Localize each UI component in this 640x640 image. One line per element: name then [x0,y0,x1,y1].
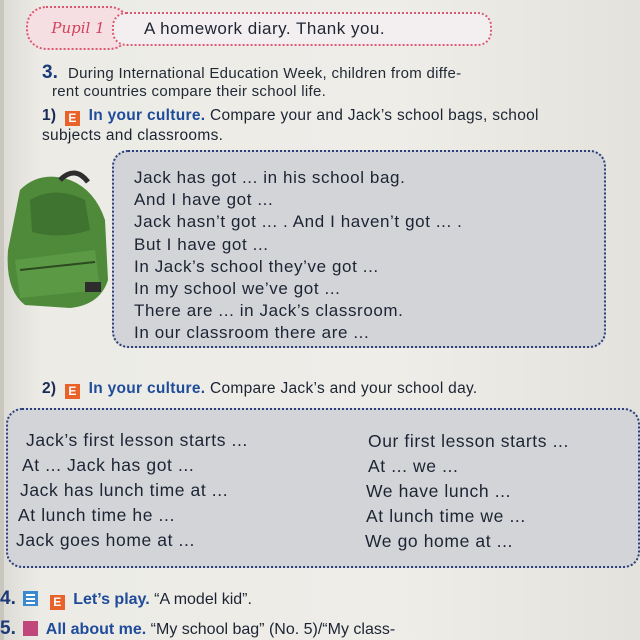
part-1-text: Compare your and Jack’s school bags, school subjects and classrooms. [42,107,539,144]
box2-right-line: We go home at ... [365,531,514,551]
box2-left-line: At ... Jack has got ... [22,455,195,475]
sentence-frame-box-1 [112,150,606,348]
box1-line: In our classroom there are ... [134,323,370,342]
exercise-3-intro-line2: rent countries compare their school life. [52,83,327,100]
part-1-culture-label: In your culture. [88,107,206,124]
exercise-5 [0,618,395,640]
culture-icon: E [50,595,65,610]
box2-right-line: At ... we ... [368,456,459,476]
exercise-4-number: 4. [0,588,16,609]
speech-bubble [112,12,492,46]
part-1-number: 1) [42,107,57,124]
box1-line: But I have got ... [134,235,269,254]
home-icon [23,621,38,636]
part-2-text: Compare Jack’s and your school day. [209,380,478,397]
exercise-3-number: 3. [42,62,58,83]
box1-line: Jack hasn’t got ... . And I haven’t got ... . [134,212,463,231]
backpack-illustration [0,170,112,310]
page-margin [0,0,4,640]
box2-left-line: Jack has lunch time at ... [20,480,229,500]
culture-icon: E [65,384,80,399]
exercise-4-text: “A model kid”. [154,591,252,608]
box2-right-line: At lunch time we ... [366,506,526,526]
box1-line: And I have got ... [134,190,274,209]
box1-line: In Jack’s school they’ve got ... [134,257,379,276]
exercise-5-number: 5. [0,618,16,639]
exercise-4-title: Let’s play. [73,591,150,608]
culture-icon: E [65,111,80,126]
sentence-frame-box-2 [6,408,640,568]
box1-line: There are ... in Jack’s classroom. [134,301,404,320]
list-icon [23,591,38,606]
speech-text: A homework diary. Thank you. [144,19,386,38]
box2-left-line: Jack goes home at ... [16,530,195,550]
box2-left-line: At lunch time he ... [18,505,175,525]
box2-right-line: Our first lesson starts ... [368,431,569,451]
box1-line: In my school we’ve got ... [134,279,341,298]
part-2-number: 2) [42,380,57,397]
box1-line: Jack has got ... in his school bag. [134,168,406,187]
exercise-5-text: “My school bag” (No. 5)/“My class- [150,621,396,638]
part-2-culture-label: In your culture. [88,380,206,397]
box2-right-line: We have lunch ... [366,481,512,501]
part-1-instruction [42,106,582,145]
exercise-3-intro-line1: During International Education Week, children from diffe- [68,65,462,82]
part-2-instruction [42,380,478,399]
exercise-5-title: All about me. [45,621,147,638]
pupil-badge-label: Pupil 1 [51,19,105,37]
exercise-4 [0,588,252,610]
box2-left-line: Jack’s first lesson starts ... [26,430,248,450]
